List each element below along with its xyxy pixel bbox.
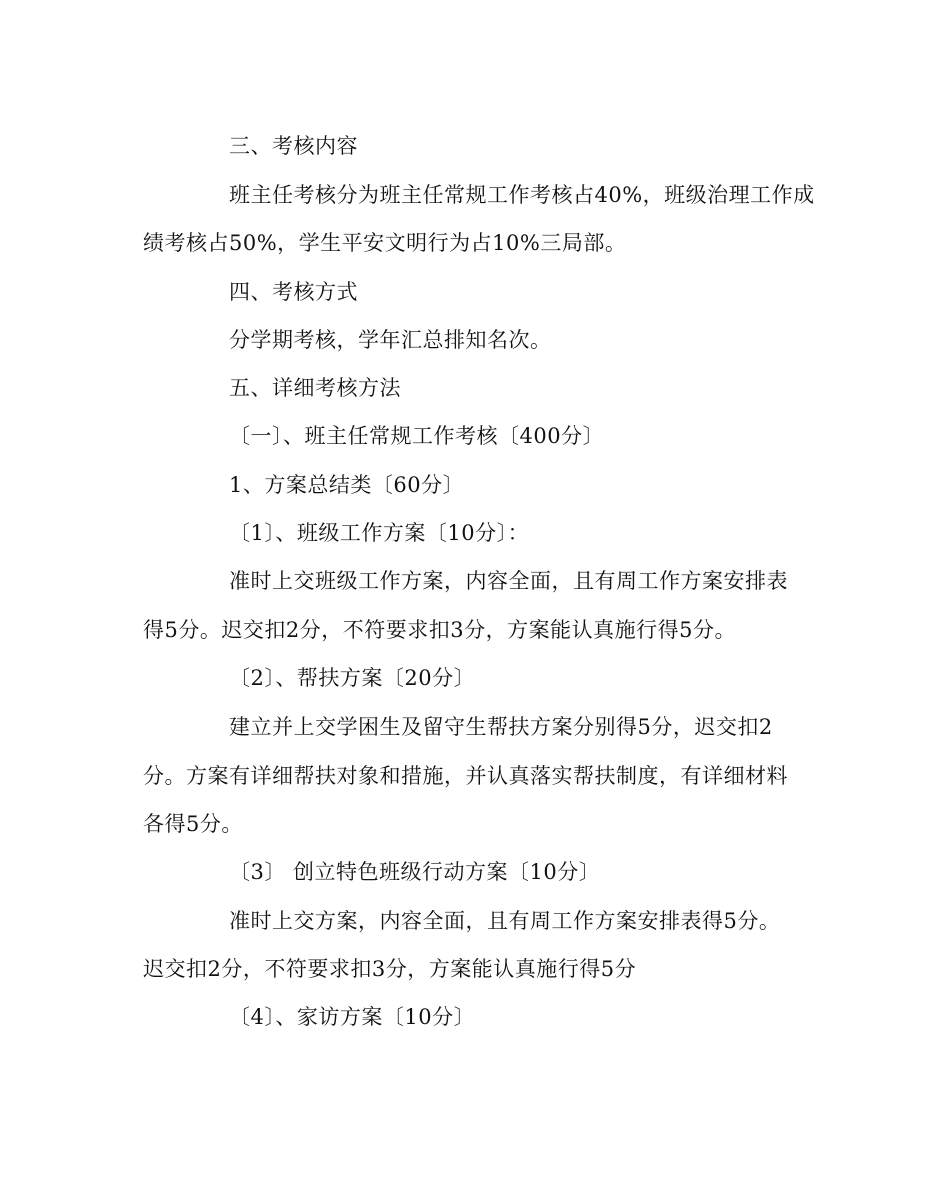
- paragraph-line: 准时上交班级工作方案，内容全面，且有周工作方案安排表: [229, 569, 788, 593]
- paragraph-line: 绩考核占50%，学生平安文明行为占10%三局部。: [143, 231, 627, 255]
- heading-assessment-method: 四、考核方式: [229, 280, 358, 304]
- paragraph-line: 分学期考核，学年汇总排知名次。: [229, 328, 552, 352]
- paragraph-line: 建立并上交学困生及留守生帮扶方案分别得5分，迟交扣2: [229, 715, 773, 739]
- item-assistance-plan: 〔2〕、帮扶方案〔20分〕: [229, 666, 476, 690]
- heading-detailed-method: 五、详细考核方法: [229, 376, 401, 400]
- heading-assessment-content: 三、考核内容: [229, 134, 358, 158]
- item-class-work-plan: 〔1〕、班级工作方案〔10分〕：: [229, 521, 530, 545]
- paragraph-line: 各得5分。: [143, 812, 243, 836]
- item-special-class-plan: 〔3〕 创立特色班级行动方案〔10分〕: [229, 860, 601, 884]
- paragraph-line: 迟交扣2分，不符要求扣3分，方案能认真施行得5分: [143, 957, 637, 981]
- paragraph-line: 班主任考核分为班主任常规工作考核占40%，班级治理工作成: [229, 183, 815, 207]
- subheading-plan-summary: 1、方案总结类〔60分〕: [229, 473, 465, 497]
- paragraph-line: 分。方案有详细帮扶对象和措施，并认真落实帮扶制度，有详细材料: [143, 764, 788, 788]
- paragraph-line: 准时上交方案，内容全面，且有周工作方案安排表得5分。: [229, 909, 781, 933]
- paragraph-line: 得5分。迟交扣2分，不符要求扣3分，方案能认真施行得5分。: [143, 618, 736, 642]
- subheading-routine-work: 〔一〕、班主任常规工作考核〔400分〕: [229, 424, 605, 448]
- item-home-visit-plan: 〔4〕、家访方案〔10分〕: [229, 1005, 476, 1029]
